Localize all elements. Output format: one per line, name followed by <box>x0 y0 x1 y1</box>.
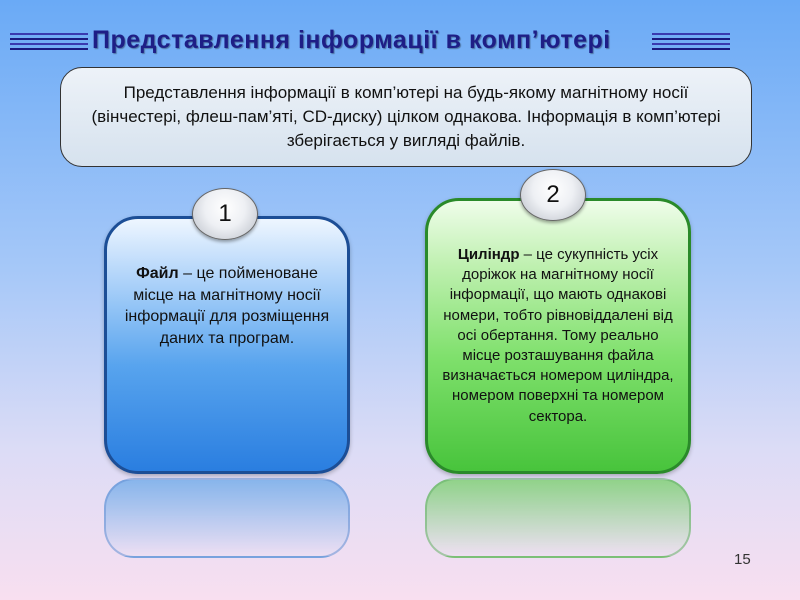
card-2-number-badge: 2 <box>520 169 586 221</box>
card-cylinder-text <box>442 245 674 427</box>
card-cylinder-term: Циліндр <box>457 246 520 263</box>
card-cylinder-definition: – це сукупність усіх доріжок на магнітному носії інформації, що мають однакові номери, тобто рівновіддалені від осі обертання. Тому реально місце розташування файла визначається номером циліндра, номером поверхні та номером сектора. <box>442 246 674 425</box>
card-file-text <box>121 263 333 349</box>
card-2-reflection <box>425 478 691 558</box>
title-decoration-left <box>10 33 88 55</box>
intro-box <box>60 67 752 167</box>
card-1-reflection <box>104 478 350 558</box>
card-1-number-badge: 1 <box>192 188 258 240</box>
title-bar <box>0 26 800 62</box>
title-decoration-right <box>652 33 730 55</box>
intro-text: Представлення інформації в комп’ютері на будь-якому магнітному носії (вінчестері, флеш-пам’яті, CD-диску) цілком однакова. Інформація в комп’ютері зберігається у вигляді файлів. <box>91 83 721 150</box>
slide-title: Представлення інформації в комп’ютері <box>92 26 611 54</box>
card-file-term: Файл <box>136 265 179 282</box>
page-number: 15 <box>734 551 751 568</box>
card-file <box>104 216 350 474</box>
card-cylinder <box>425 198 691 474</box>
card-file-definition: – це пойменоване місце на магнітному носії інформації для розміщення даних та програм. <box>124 265 330 347</box>
